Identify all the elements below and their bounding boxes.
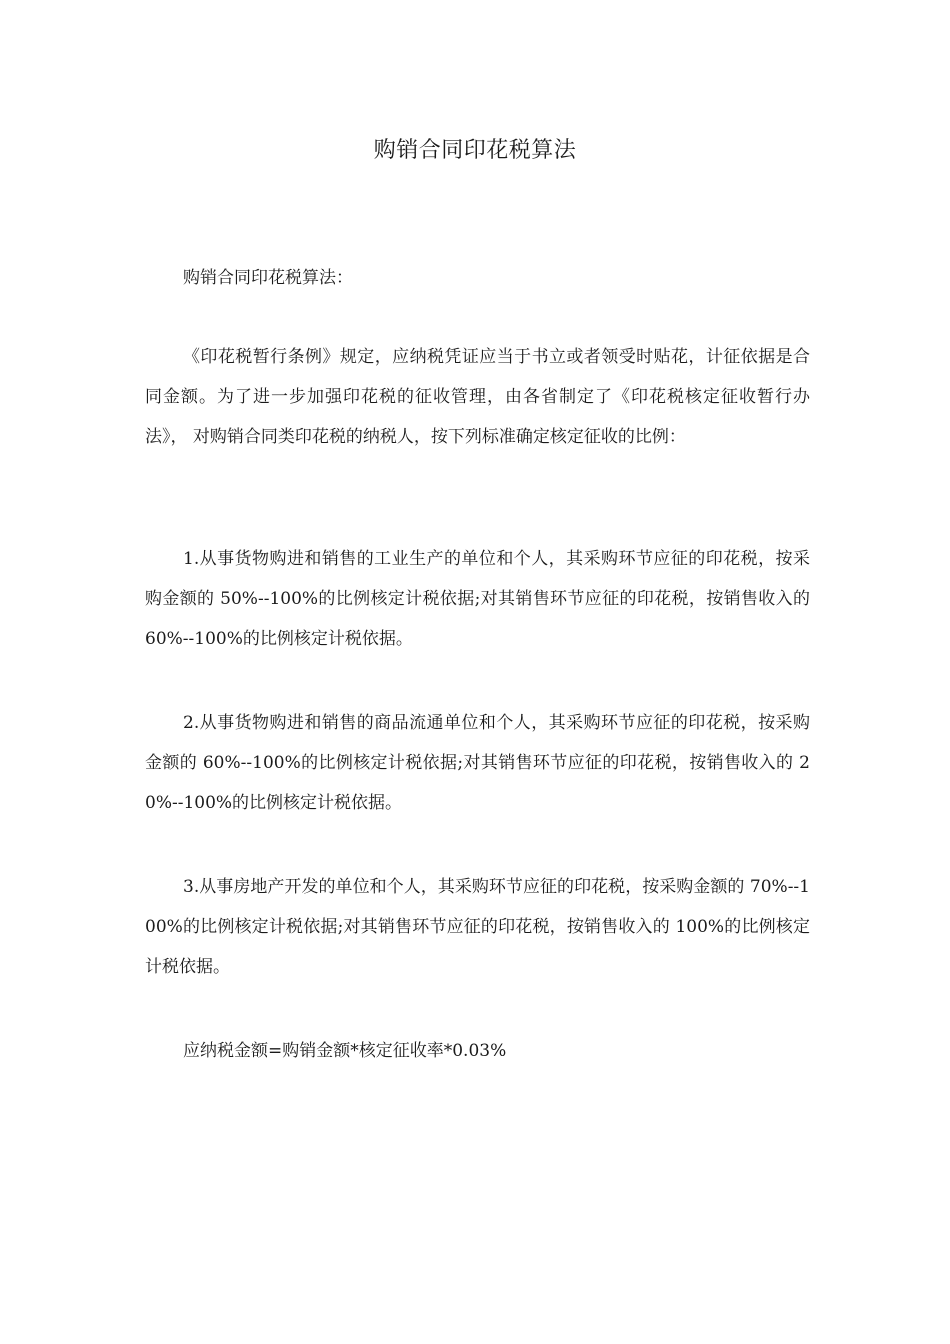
rule-item-2: 2.从事货物购进和销售的商品流通单位和个人，其采购环节应征的印花税，按采购金额的 60%--100%的比例核定计税依据;对其销售环节应征的印花税，按销售收入的 20%--100%的比例核定计税依据。	[145, 713, 810, 813]
document-title: 购销合同印花税算法	[373, 138, 577, 163]
regulation-paragraph: 《印花税暂行条例》规定，应纳税凭证应当于书立或者领受时贴花，计征依据是合同金额。为了进一步加强印花税的征收管理，由各省制定了《印花税核定征收暂行办法》， 对购销合同类印花税的纳税人，按下列标准确定核定征收的比例：	[145, 347, 810, 447]
rule-item-3: 3.从事房地产开发的单位和个人，其采购环节应征的印花税，按采购金额的 70%--100%的比例核定计税依据;对其销售环节应征的印花税，按销售收入的 100%的比例核定计税依据。	[145, 877, 810, 977]
intro-paragraph: 购销合同印花税算法：	[183, 268, 353, 288]
rule-item-1: 1.从事货物购进和销售的工业生产的单位和个人，其采购环节应征的印花税，按采购金额的 50%--100%的比例核定计税依据;对其销售环节应征的印花税，按销售收入的 60%--100%的比例核定计税依据。	[145, 549, 810, 649]
tax-formula: 应纳税金额=购销金额*核定征收率*0.03%	[183, 1041, 507, 1061]
